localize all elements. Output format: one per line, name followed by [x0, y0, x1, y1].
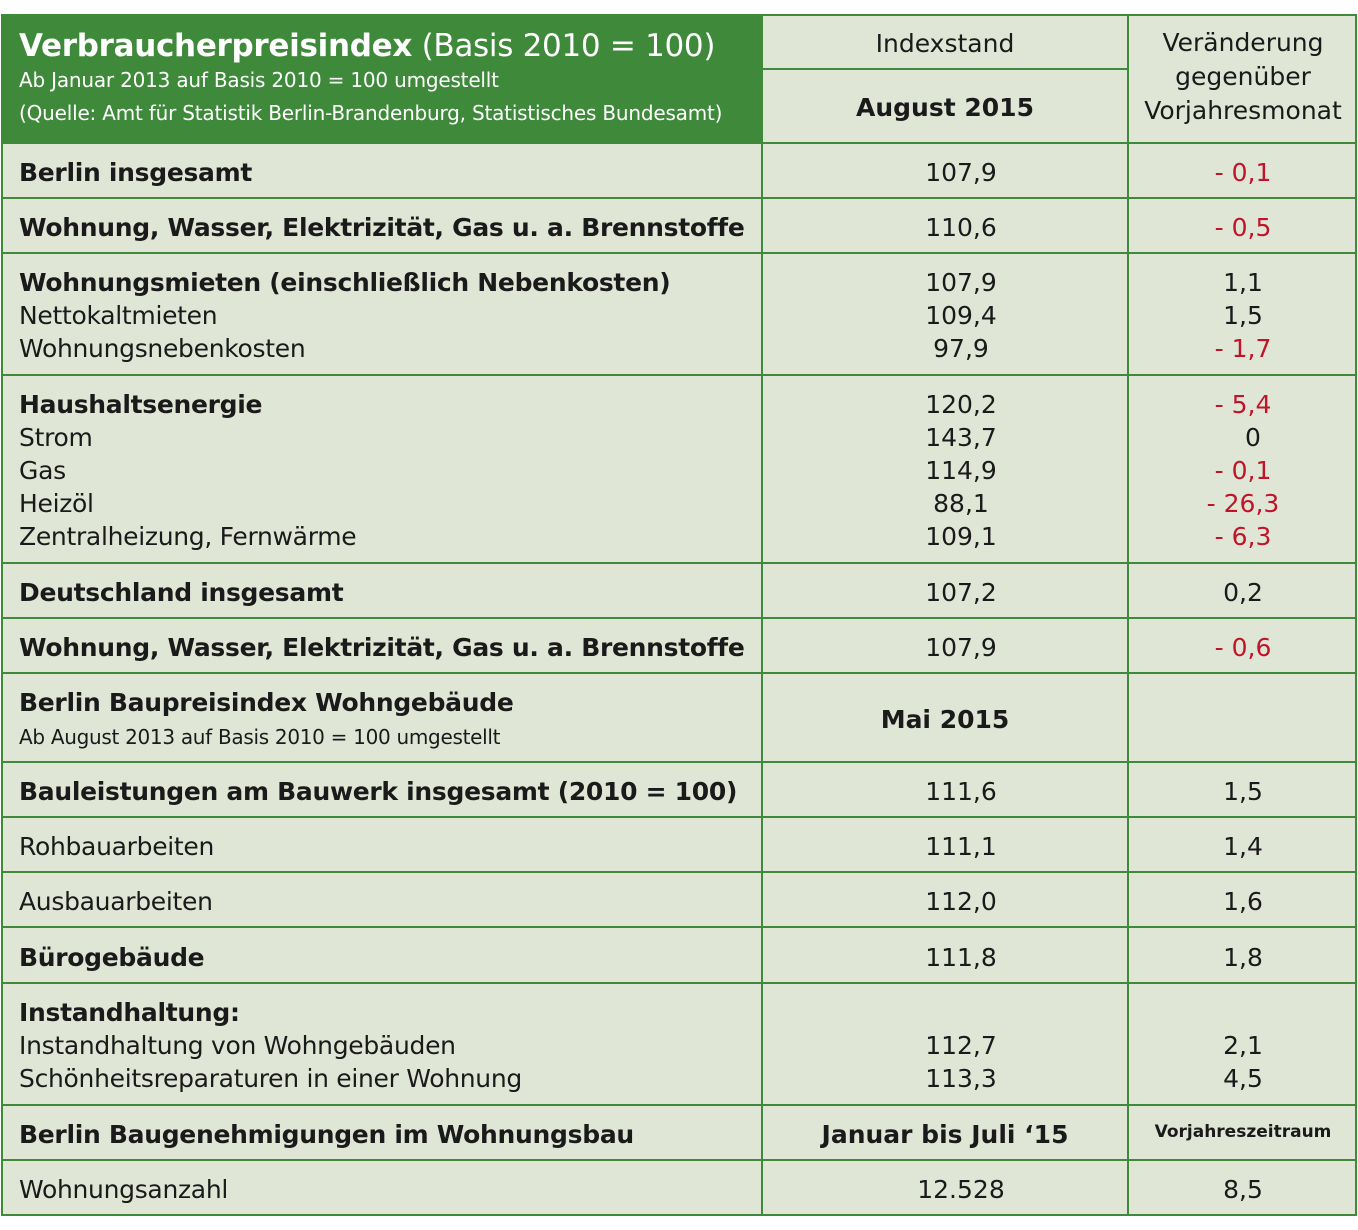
row-label: Schönheitsreparaturen in einer Wohnung [19, 1064, 522, 1093]
row-label: Gas [19, 456, 66, 485]
row-index-value: 88,1 [933, 489, 989, 518]
table-title-block [1, 14, 761, 142]
row-index-value: 107,9 [925, 158, 997, 187]
row-change-value: 0 [1245, 423, 1261, 452]
row-index-value: 107,9 [925, 633, 997, 662]
row-change-value: 1,1 [1223, 268, 1263, 297]
row-label: Zentralheizung, Fernwärme [19, 522, 357, 551]
row-label: Haushaltsenergie [19, 390, 263, 419]
row-change-value: - 26,3 [1206, 489, 1280, 518]
row-change-value: 0,2 [1223, 578, 1263, 607]
row-change-value: 8,5 [1223, 1175, 1263, 1204]
row-label: Bürogebäude [19, 943, 205, 972]
row-change-value: 1,6 [1223, 887, 1263, 916]
row-change-value: - 0,5 [1214, 213, 1272, 242]
section-title: Berlin Baugenehmigungen im Wohnungsbau [19, 1120, 634, 1149]
grid-line [1, 252, 1357, 254]
row-label: Wohnung, Wasser, Elektrizität, Gas u. a. Brennstoffe [19, 213, 745, 242]
row-index-value: 97,9 [933, 334, 989, 363]
row-index-value: 120,2 [925, 390, 997, 419]
grid-line [1, 617, 1357, 619]
row-label: Berlin insgesamt [19, 158, 253, 187]
grid-line [1, 816, 1357, 818]
row-label: Wohnungsnebenkosten [19, 334, 306, 363]
table-subtitle-source: (Quelle: Amt für Statistik Berlin-Brandenburg, Statistisches Bundesamt) [19, 101, 723, 125]
row-change-value: 1,5 [1223, 777, 1263, 806]
row-index-value: 12.528 [917, 1175, 1005, 1204]
row-change-value: - 0,6 [1214, 633, 1272, 662]
grid-line [1, 672, 1357, 674]
row-index-value: 112,0 [925, 887, 997, 916]
row-change-value: - 0,1 [1214, 158, 1272, 187]
row-index-value: 113,3 [925, 1064, 997, 1093]
grid-line [1, 926, 1357, 928]
row-index-value: 111,8 [925, 943, 997, 972]
section-comparison-label: Vorjahreszeitraum [1154, 1122, 1332, 1142]
row-label: Wohnungsmieten (einschließlich Nebenkosten) [19, 268, 671, 297]
row-change-value: - 0,1 [1214, 456, 1272, 485]
grid-line [1, 1104, 1357, 1106]
row-label: Rohbauarbeiten [19, 832, 215, 861]
row-change-value: 2,1 [1223, 1031, 1263, 1060]
section-period: Mai 2015 [880, 705, 1010, 734]
section-title: Berlin Baupreisindex Wohngebäude [19, 688, 514, 717]
section-subtitle: Ab August 2013 auf Basis 2010 = 100 umgestellt [19, 725, 501, 749]
grid-line [1, 761, 1357, 763]
table-subtitle-basis: Ab Januar 2013 auf Basis 2010 = 100 umgestellt [19, 68, 499, 92]
row-change-value: - 5,4 [1214, 390, 1272, 419]
row-label: Ausbauarbeiten [19, 887, 213, 916]
row-index-value: 143,7 [925, 423, 997, 452]
column-header-change-line: Veränderung [1162, 28, 1324, 57]
grid-line [1, 1214, 1357, 1216]
grid-line [1, 374, 1357, 376]
row-change-value: - 6,3 [1214, 522, 1272, 551]
row-label: Nettokaltmieten [19, 301, 218, 330]
column-header-change-line: gegenüber [1175, 62, 1311, 91]
row-index-value: 112,7 [925, 1031, 997, 1060]
row-index-value: 109,1 [925, 522, 997, 551]
row-label: Wohnung, Wasser, Elektrizität, Gas u. a. Brennstoffe [19, 633, 745, 662]
row-label: Bauleistungen am Bauwerk insgesamt (2010 = 100) [19, 777, 738, 806]
grid-line [1, 871, 1357, 873]
row-index-value: 107,9 [925, 268, 997, 297]
column-header-index-period: August 2015 [856, 93, 1034, 122]
row-label: Deutschland insgesamt [19, 578, 344, 607]
row-change-value: 1,8 [1223, 943, 1263, 972]
row-label: Strom [19, 423, 93, 452]
row-change-value: 1,5 [1223, 301, 1263, 330]
grid-line [1, 1159, 1357, 1161]
row-label: Instandhaltung von Wohngebäuden [19, 1031, 456, 1060]
table-title: Verbraucherpreisindex (Basis 2010 = 100) [19, 28, 716, 64]
grid-line [1, 562, 1357, 564]
row-label: Instandhaltung: [19, 998, 240, 1027]
row-change-value: 4,5 [1223, 1064, 1263, 1093]
row-index-value: 114,9 [925, 456, 997, 485]
price-index-table [1, 14, 1357, 1216]
row-change-value: 1,4 [1223, 832, 1263, 861]
row-index-value: 107,2 [925, 578, 997, 607]
column-header-change-line: Vorjahresmonat [1144, 96, 1342, 125]
row-change-value: - 1,7 [1214, 334, 1272, 363]
row-index-value: 111,6 [925, 777, 997, 806]
row-label: Heizöl [19, 489, 94, 518]
column-header-index: Indexstand [875, 29, 1015, 58]
grid-line [1, 142, 1357, 144]
column-header-change [1129, 26, 1357, 128]
grid-line [761, 68, 1127, 70]
row-index-value: 109,4 [925, 301, 997, 330]
row-label: Wohnungsanzahl [19, 1175, 229, 1204]
grid-line [1, 14, 1357, 16]
grid-line [1, 14, 3, 1216]
row-index-value: 110,6 [925, 213, 997, 242]
grid-line [1, 197, 1357, 199]
section-period: Januar bis Juli ‘15 [821, 1120, 1069, 1149]
row-index-value: 111,1 [925, 832, 997, 861]
grid-line [1, 982, 1357, 984]
